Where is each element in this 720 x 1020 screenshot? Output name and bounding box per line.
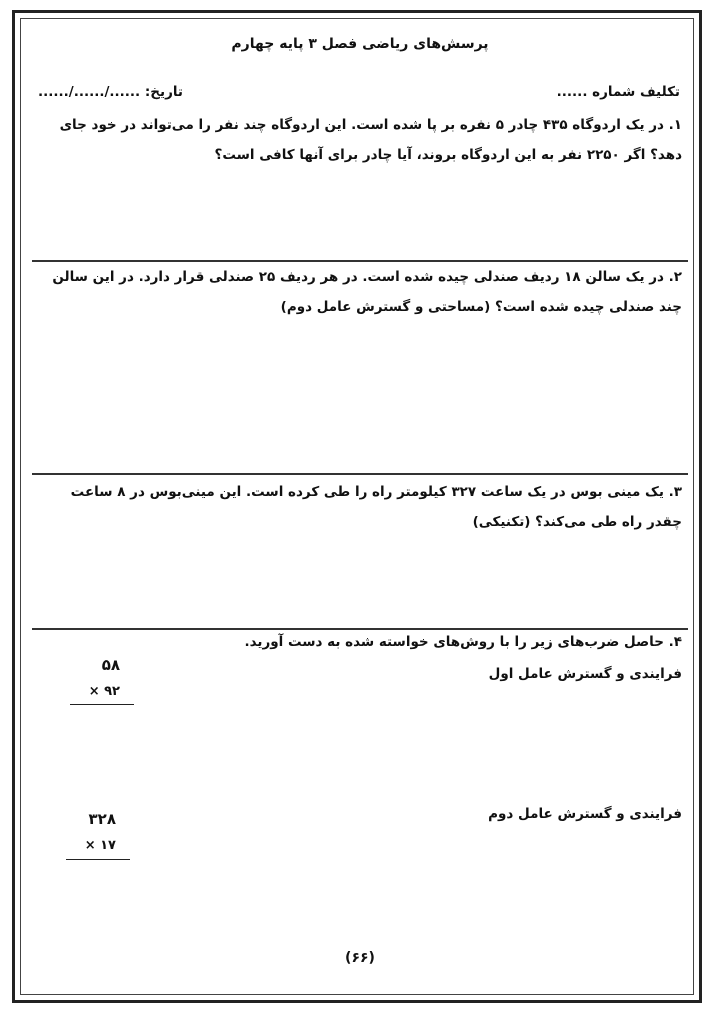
divider-2 [32,473,688,475]
multiplier-2: × ۱۷ [84,838,116,853]
multiplication-line-1 [70,704,134,705]
method-label-1: فرایندی و گسترش عامل اول [488,666,682,682]
homework-number: تکلیف شماره ...... [556,84,680,100]
multiplier-1: × ۹۲ [88,684,120,699]
multiplication-line-2 [66,859,130,860]
divider-3 [32,628,688,630]
method-label-2: فرایندی و گسترش عامل دوم [488,806,682,822]
date-field: تاریخ: ....../....../...... [38,84,183,100]
question-3: ۳. یک مینی بوس در یک ساعت ۳۲۷ کیلومتر راه را طی کرده است. این مینی‌بوس در ۸ ساعت چقدر راه طی می‌کند؟ (تکنیکی) [70,484,682,530]
question-4: ۴. حاصل ضرب‌های زیر را با روش‌های خواسته شده به دست آورید. [244,634,682,650]
question-1: ۱. در یک اردوگاه ۴۳۵ چادر ۵ نفره بر پا شده است. این اردوگاه چند نفر را می‌تواند در خود جای دهد؟ اگر ۲۲۵۰ نفر به این اردوگاه بروند، آیا چادر برای آنها کافی است؟ [59,117,682,163]
worksheet-title: پرسش‌های ریاضی فصل ۳ پایه چهارم [231,36,489,52]
question-2: ۲. در یک سالن ۱۸ ردیف صندلی چیده شده است. در هر ردیف ۲۵ صندلی قرار دارد. در این سالن چند صندلی چیده شده است؟ (مساحتی و گسترش عامل دوم) [52,269,682,315]
multiplicand-2: ۳۲۸ [88,810,116,828]
page-number: (۶۶) [345,950,375,966]
multiplicand-1: ۵۸ [101,656,120,674]
